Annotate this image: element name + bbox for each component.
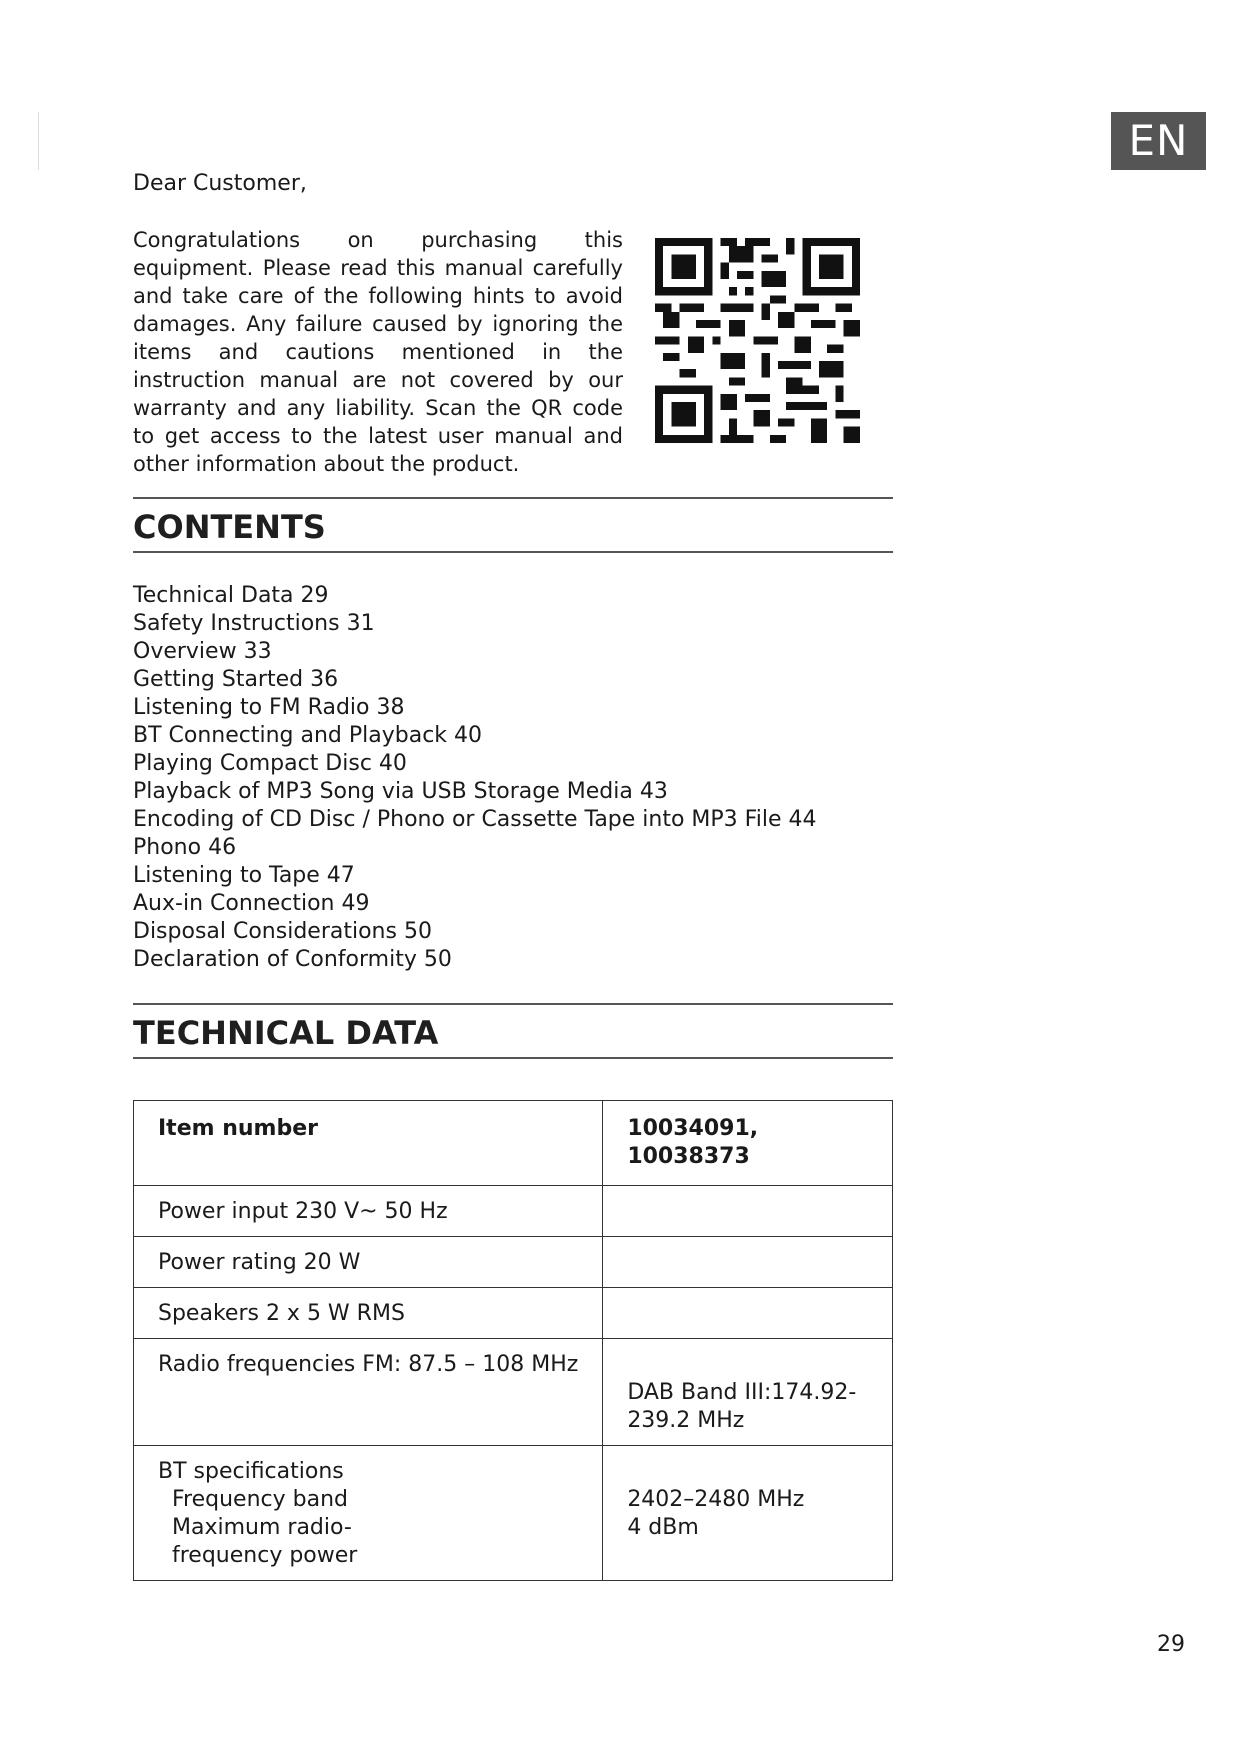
toc-item: Getting Started 36 (133, 667, 339, 692)
item-number-value: 10034091, 10038373 (627, 1116, 759, 1169)
table-row (134, 1446, 893, 1581)
techdata-rule-top (133, 1003, 893, 1005)
toc-item: Playing Compact Disc 40 (133, 751, 407, 776)
techdata-heading: TECHNICAL DATA (133, 1014, 439, 1052)
speakers: Speakers 2 x 5 W RMS (158, 1301, 405, 1326)
power-rating: Power rating 20 W (158, 1250, 361, 1275)
bt-frequency-band-label: Frequency band (172, 1487, 348, 1512)
power-input: Power input 230 V~ 50 Hz (158, 1199, 448, 1224)
bt-specifications-label: BT specifications (158, 1459, 344, 1484)
table-row (134, 1186, 893, 1237)
bt-power-label-line2: frequency power (172, 1543, 358, 1568)
contents-rule-bottom (133, 551, 893, 553)
bt-power-label-line1: Maximum radio- (172, 1515, 352, 1540)
greeting: Dear Customer, (133, 171, 307, 196)
contents-list (133, 582, 816, 974)
contents-heading: CONTENTS (133, 508, 326, 546)
qr-code (655, 238, 860, 443)
toc-item: BT Connecting and Playback 40 (133, 723, 483, 748)
toc-item: Listening to Tape 47 (133, 863, 355, 888)
item-number-label: Item number (158, 1116, 318, 1141)
toc-item: Listening to FM Radio 38 (133, 695, 405, 720)
table-row (134, 1101, 893, 1186)
intro-paragraph: Congratulations on purchasing this equipment. Please read this manual carefully and take care of the following hints to avoid damages. Any failure caused by ignoring the items and cautions mentioned in the instruction manual are not covered by our warranty and any liability. Scan the QR code to get access to the latest user manual and other information about the product. (133, 228, 623, 476)
toc-item: Safety Instructions 31 (133, 611, 375, 636)
toc-item: Playback of MP3 Song via USB Storage Media 43 (133, 779, 668, 804)
contents-rule-top (133, 497, 893, 499)
bt-power-value: 4 dBm (627, 1515, 699, 1540)
toc-item: Encoding of CD Disc / Phono or Cassette Tape into MP3 File 44 (133, 807, 817, 832)
toc-item: Technical Data 29 (133, 583, 329, 608)
language-tab: EN (1111, 112, 1206, 170)
table-row (134, 1237, 893, 1288)
toc-item: Overview 33 (133, 639, 272, 664)
toc-item: Phono 46 (133, 835, 237, 860)
margin-mark (38, 112, 39, 170)
radio-frequencies-fm: Radio frequencies FM: 87.5 – 108 MHz (158, 1352, 579, 1377)
techdata-rule-bottom (133, 1057, 893, 1059)
toc-item: Declaration of Conformity 50 (133, 947, 452, 972)
toc-item: Aux-in Connection 49 (133, 891, 370, 916)
table-row (134, 1339, 893, 1446)
toc-item: Disposal Considerations 50 (133, 919, 432, 944)
bt-frequency-band-value: 2402–2480 MHz (627, 1487, 805, 1512)
technical-data-table (133, 1100, 893, 1581)
radio-frequencies-dab: DAB Band III:174.92-239.2 MHz (627, 1380, 857, 1433)
page-number: 29 (1157, 1632, 1185, 1657)
table-row (134, 1288, 893, 1339)
